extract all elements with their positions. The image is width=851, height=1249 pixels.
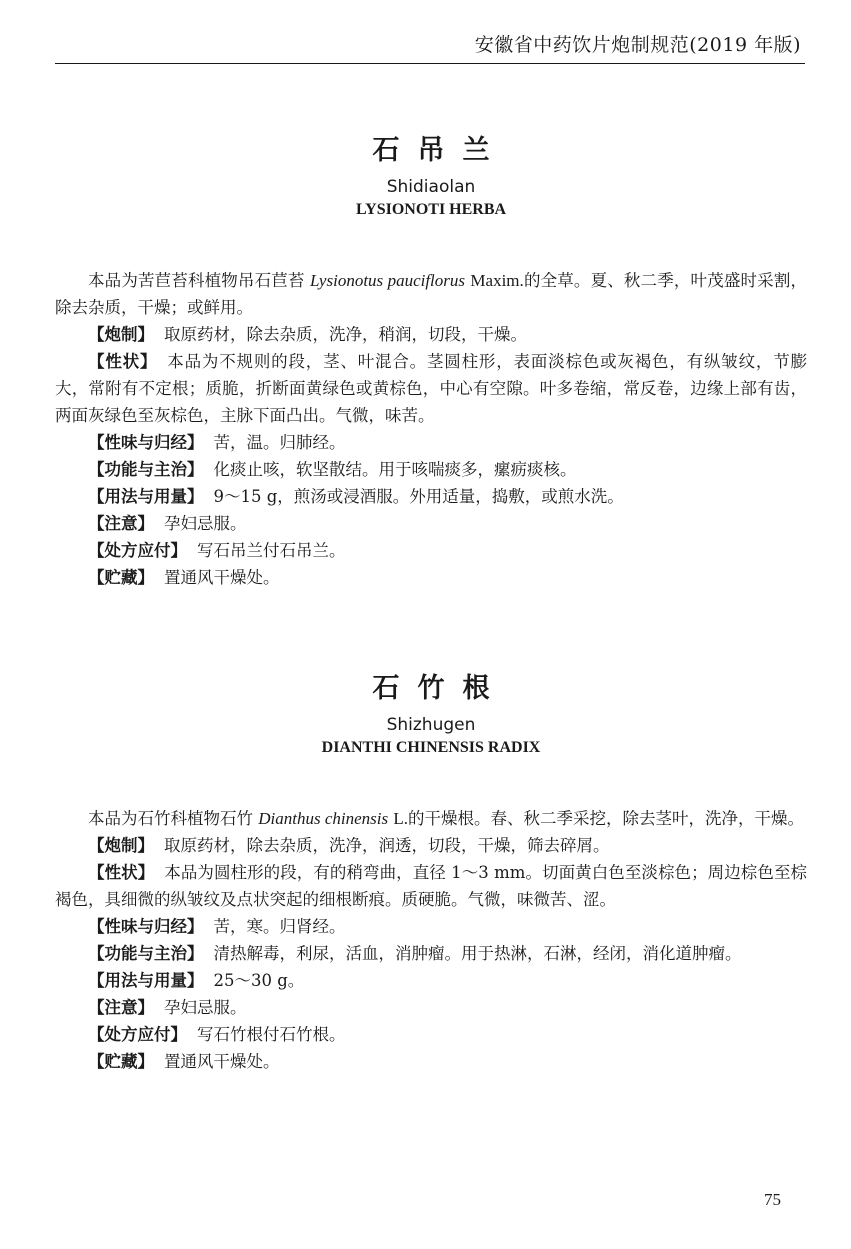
section-label: 【注意】 bbox=[88, 514, 154, 533]
section-dispensing bbox=[55, 537, 807, 564]
entry-pinyin: Shizhugen bbox=[386, 715, 476, 735]
section-text: 置通风干燥处。 bbox=[164, 1052, 280, 1071]
section-nature-meridian bbox=[55, 429, 807, 456]
section-text: 苦，寒。归肾经。 bbox=[213, 917, 346, 936]
section-label: 【功能与主治】 bbox=[88, 460, 204, 479]
entry-latin-name: LYSIONOTI HERBA bbox=[355, 201, 507, 218]
section-text: 9～15 g，煎汤或浸酒服。外用适量，捣敷，或煎水洗。 bbox=[213, 487, 624, 506]
section-text: 取原药材，除去杂质，洗净，润透，切段，干燥，筛去碎屑。 bbox=[164, 836, 610, 855]
section-text: 清热解毒，利尿，活血，消肿瘤。用于热淋，石淋，经闭，消化道肿瘤。 bbox=[213, 944, 742, 963]
section-dosage bbox=[55, 483, 807, 510]
section-label: 【注意】 bbox=[88, 998, 154, 1017]
section-text: 本品为不规则的段，茎、叶混合。茎圆柱形，表面淡棕色或灰褐色，有纵皱纹，节膨大，常附有不定根；质脆，折断面黄绿色或黄棕色，中心有空隙。叶多卷缩，常反卷，边缘上部有齿，两面灰绿色至灰棕色，主脉下面凸出。气微，味苦。 bbox=[55, 352, 807, 425]
section-storage bbox=[55, 1048, 807, 1075]
entry-title: 石吊兰 bbox=[372, 135, 508, 166]
section-text: 本品为圆柱形的段，有的稍弯曲，直径 1～3 mm。切面黄白色至淡棕色；周边棕色至棕褐色，具细微的纵皱纹及点状突起的细根断痕。质硬脆。气微，味微苦、涩。 bbox=[55, 863, 808, 909]
section-dispensing bbox=[55, 1021, 807, 1048]
section-text: 孕妇忌服。 bbox=[164, 998, 247, 1017]
section-label: 【用法与用量】 bbox=[88, 971, 204, 990]
section-label: 【用法与用量】 bbox=[88, 487, 204, 506]
species-authority: Maxim. bbox=[470, 271, 524, 290]
section-storage bbox=[55, 564, 807, 591]
section-text: 置通风干燥处。 bbox=[164, 568, 280, 587]
intro-post: 的全草。夏、秋二季，叶茂盛时采割，除去杂质，干燥；或鲜用。 bbox=[55, 271, 807, 317]
section-text: 苦，温。归肺经。 bbox=[213, 433, 346, 452]
section-functions bbox=[55, 456, 807, 483]
entry-title: 石竹根 bbox=[372, 673, 508, 704]
page-number: 75 bbox=[764, 1190, 781, 1209]
section-label: 【处方应付】 bbox=[88, 541, 187, 560]
section-functions bbox=[55, 940, 807, 967]
section-processing bbox=[55, 321, 807, 348]
section-label: 【炮制】 bbox=[88, 836, 154, 855]
intro-paragraph bbox=[55, 267, 807, 321]
intro-paragraph bbox=[55, 805, 807, 832]
monograph-entry-shidiaolan bbox=[55, 128, 807, 591]
monograph-entry-shizhugen bbox=[55, 666, 807, 1075]
section-description bbox=[55, 859, 807, 913]
section-text: 取原药材，除去杂质，洗净，稍润，切段，干燥。 bbox=[164, 325, 527, 344]
section-text: 写石竹根付石竹根。 bbox=[197, 1025, 346, 1044]
section-dosage bbox=[55, 967, 807, 994]
section-label: 【性味与归经】 bbox=[88, 917, 204, 936]
section-description bbox=[55, 348, 807, 429]
section-label: 【性状】 bbox=[88, 863, 155, 882]
section-label: 【贮藏】 bbox=[88, 568, 154, 587]
running-header-title: 安徽省中药饮片炮制规范(2019 年版) bbox=[474, 34, 801, 56]
section-label: 【性味与归经】 bbox=[88, 433, 204, 452]
section-label: 【处方应付】 bbox=[88, 1025, 187, 1044]
section-precautions bbox=[55, 994, 807, 1021]
section-precautions bbox=[55, 510, 807, 537]
section-nature-meridian bbox=[55, 913, 807, 940]
entry-body bbox=[55, 805, 807, 1075]
section-label: 【贮藏】 bbox=[88, 1052, 154, 1071]
section-label: 【功能与主治】 bbox=[88, 944, 204, 963]
species-name: Dianthus chinensis bbox=[258, 809, 389, 828]
section-label: 【性状】 bbox=[88, 352, 158, 371]
section-label: 【炮制】 bbox=[88, 325, 154, 344]
intro-post: 的干燥根。春、秋二季采挖，除去茎叶，洗净，干燥。 bbox=[408, 809, 804, 828]
section-text: 化痰止咳，软坚散结。用于咳喘痰多，瘰疬痰核。 bbox=[213, 460, 577, 479]
header-divider bbox=[55, 63, 805, 64]
section-processing bbox=[55, 832, 807, 859]
species-name: Lysionotus pauciflorus bbox=[309, 271, 466, 290]
entry-body bbox=[55, 267, 807, 591]
intro-pre: 本品为石竹科植物石竹 bbox=[88, 809, 253, 828]
section-text: 写石吊兰付石吊兰。 bbox=[197, 541, 346, 560]
section-text: 25～30 g。 bbox=[213, 971, 305, 990]
entry-pinyin: Shidiaolan bbox=[386, 177, 476, 197]
species-authority: L. bbox=[393, 809, 408, 828]
intro-pre: 本品为苦苣苔科植物吊石苣苔 bbox=[88, 271, 305, 290]
section-text: 孕妇忌服。 bbox=[164, 514, 247, 533]
entry-latin-name: DIANTHI CHINENSIS RADIX bbox=[321, 739, 541, 756]
